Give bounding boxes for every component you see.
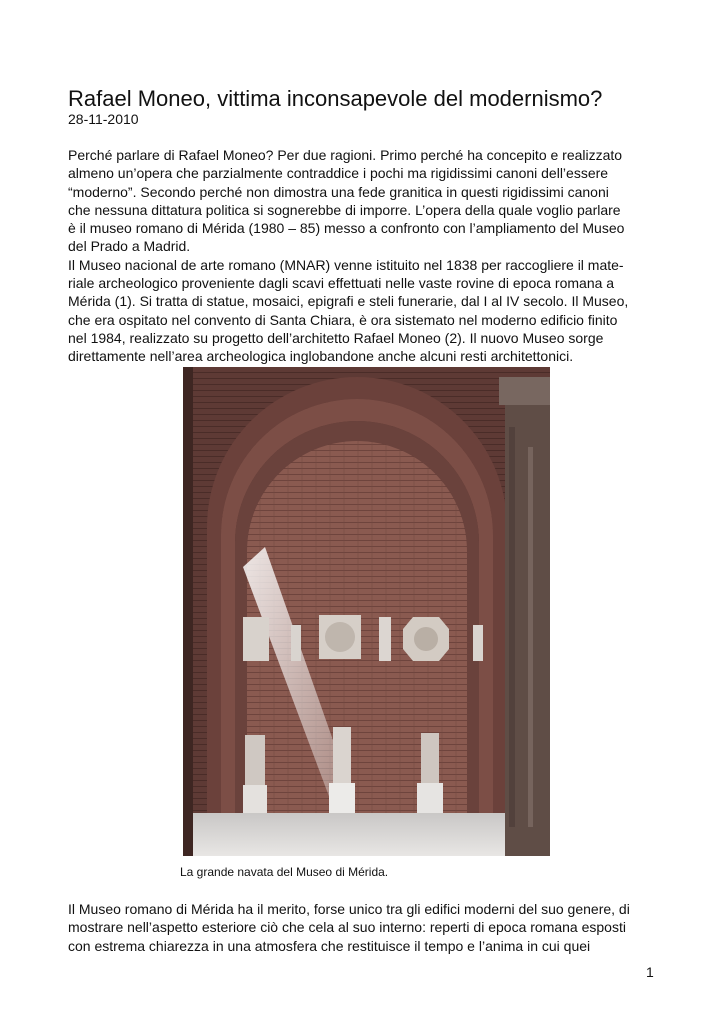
text-line: almeno un’opera che parzialmente contraddice i pochi ma rigidissimi canoni dell’essere (68, 165, 609, 182)
text-line: direttamente nell’area archeologica inglobandone anche alcuni resti architettonici. (68, 348, 574, 365)
text-line: Mérida (1). Si tratta di statue, mosaici, epigrafi e steli funerarie, dal I al IV secolo. Il Museo, (68, 293, 629, 310)
text-line: Il Museo nacional de arte romano (MNAR) venne istituito nel 1838 per raccogliere il mate- (68, 256, 624, 273)
text-line: è il museo romano di Mérida (1980 – 85) messo a confronto con l’ampliamento del Museo (68, 220, 625, 237)
document-date: 28-11-2010 (68, 111, 139, 127)
document-title: Rafael Moneo, vittima inconsapevole del modernismo? (68, 86, 603, 111)
text-line: che era ospitato nel convento di Santa Chiara, è ora sistemato nel moderno edificio finito (68, 311, 618, 328)
text-line: “moderno”. Secondo perché non dimostra una fede granitica in questi rigidissimi canoni (68, 183, 609, 200)
page-number: 1 (646, 964, 654, 980)
text-line: Perché parlare di Rafael Moneo? Per due ragioni. Primo perché ha concepito e realizzato (68, 147, 623, 163)
text-line: riale archeologico proveniente dagli scavi effettuati nelle vaste rovine di epoca romana a (68, 275, 615, 292)
text-line: con estrema chiarezza in una atmosfera che restituisce il tempo e l’anima in cui quei (68, 937, 591, 954)
body-paragraph-intro (68, 146, 658, 366)
text-line: nel 1984, realizzato su progetto dell’architetto Rafael Moneo (2). Il nuovo Museo sorge (68, 329, 604, 346)
body-paragraph-continued (68, 900, 658, 955)
figure-caption: La grande navata del Museo di Mérida. (180, 865, 389, 879)
text-line: che nessuna dittatura politica si sognerebbe di imporre. L’opera della quale voglio parlare (68, 201, 621, 218)
text-line: del Prado a Madrid. (68, 238, 191, 255)
museum-nave-photo (183, 367, 550, 856)
text-line: mostrare nell’aspetto esteriore ciò che cela al suo interno: reperti di epoca romana esposti (68, 919, 626, 936)
text-line: Il Museo romano di Mérida ha il merito, forse unico tra gli edifici moderni del suo genere, di (68, 901, 630, 917)
